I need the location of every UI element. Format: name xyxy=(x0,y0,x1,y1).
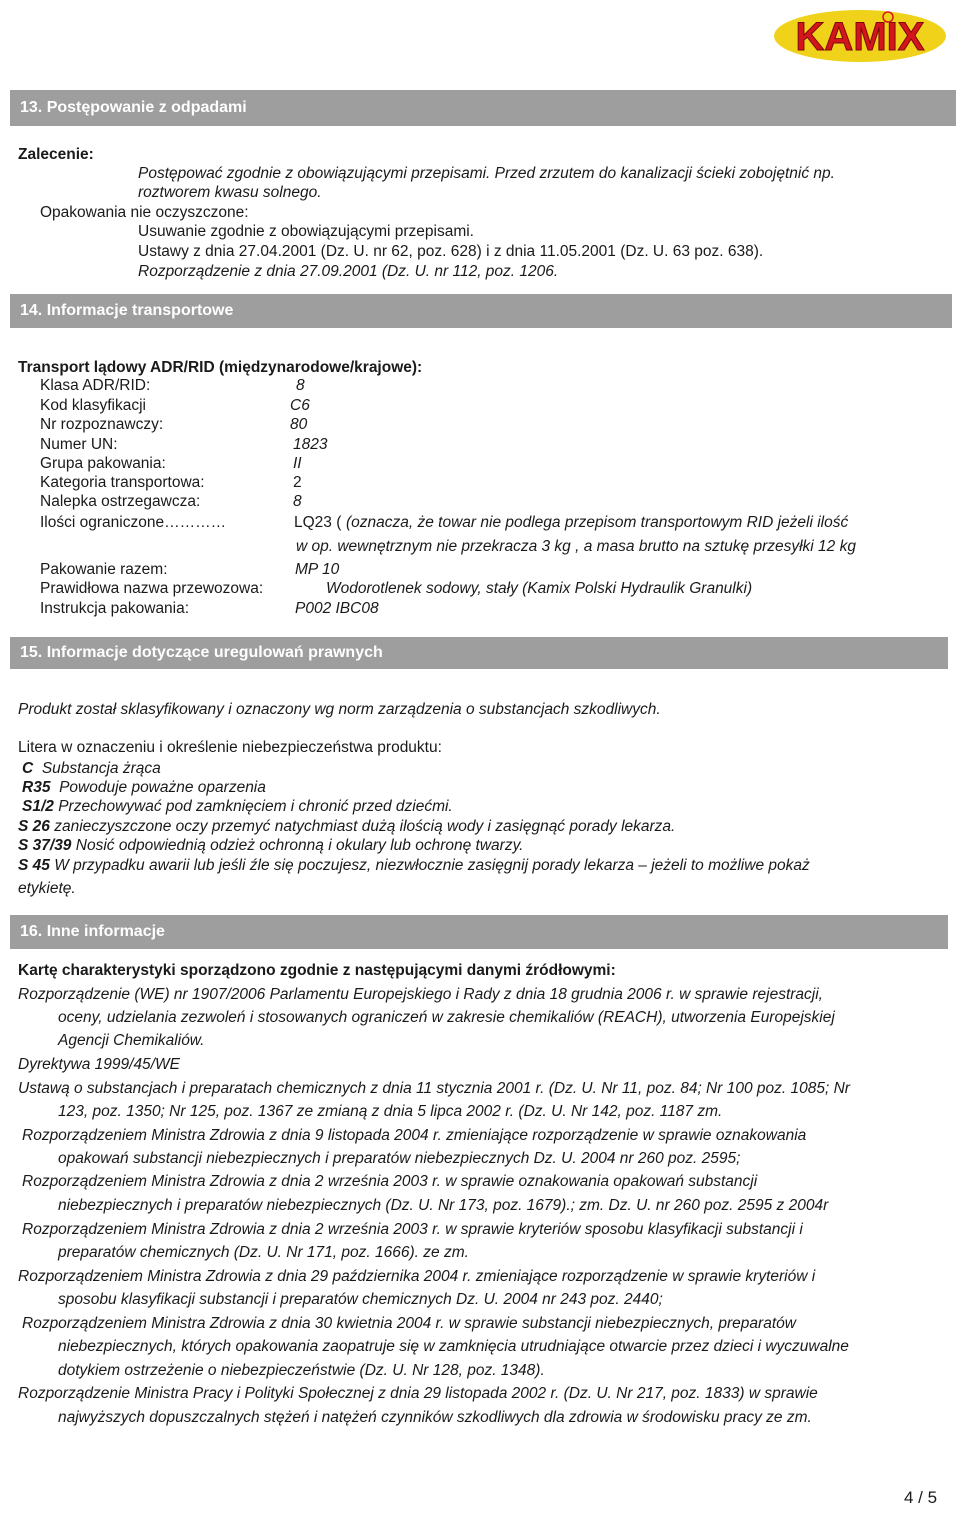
hazard-item xyxy=(22,797,453,817)
hazard-code: C xyxy=(22,760,34,777)
svg-text:KAMIX: KAMIX xyxy=(795,15,925,59)
ilosci-text-1: (oznacza, że towar nie podlega przepisom transportowym RID jeżeli ilość xyxy=(346,514,849,531)
source-line: Rozporządzenie (WE) nr 1907/2006 Parlamentu Europejskiego i Rady z dnia 18 grudnia 2006 r. w sprawie rejestracji, xyxy=(18,986,823,1003)
hazard-item xyxy=(18,817,675,837)
hazard-text: Powoduje poważne oparzenia xyxy=(59,779,266,796)
transport-row-value: 1823 xyxy=(293,436,328,453)
nazwa-value: Wodorotlenek sodowy, stały (Kamix Polski Hydraulik Granulki) xyxy=(326,580,753,597)
opakowania-line-1: Usuwanie zgodnie z obowiązującymi przepisami. xyxy=(138,223,474,240)
source-line: Rozporządzeniem Ministra Zdrowia z dnia 30 kwietnia 2004 r. w sprawie substancji niebezpiecznych, preparatów xyxy=(22,1315,796,1332)
kamix-logo xyxy=(770,4,950,66)
opakowania-line-3: Rozporządzenie z dnia 27.09.2001 (Dz. U. nr 112, poz. 1206. xyxy=(138,263,559,280)
zalecenie-line-1: Postępować zgodnie z obowiązującymi przepisami. Przed zrzutem do kanalizacji ścieki zobojętnić np. xyxy=(138,165,835,182)
source-line: Dyrektywa 1999/45/WE xyxy=(18,1056,180,1073)
hazard-item xyxy=(22,778,266,798)
hazard-code: S 45 xyxy=(18,857,50,874)
source-line: preparatów chemicznych (Dz. U. Nr 171, poz. 1666). ze zm. xyxy=(58,1244,469,1261)
source-line: Rozporządzenie Ministra Pracy i Polityki Społecznej z dnia 29 listopada 2002 r. (Dz. U. Nr 217, poz. 1833) w sprawie xyxy=(18,1385,818,1402)
source-line: Rozporządzeniem Ministra Zdrowia z dnia 29 października 2004 r. zmieniające rozporządzenie w sprawie kryteriów i xyxy=(18,1268,816,1285)
hazard-item xyxy=(18,836,524,856)
transport-row-value: 8 xyxy=(296,377,305,394)
transport-heading: Transport lądowy ADR/RID (międzynarodowe/krajowe): xyxy=(18,359,423,376)
hazard-item xyxy=(18,856,810,876)
source-line: oceny, udzielania zezwoleń i stosowanych ograniczeń w zakresie chemikaliów (REACH), utworzenia Europejskiej xyxy=(58,1009,835,1026)
source-line: 123, poz. 1350; Nr 125, poz. 1367 ze zmianą z dnia 5 lipca 2002 r. (Dz. U. Nr 142, poz. 1187 zm. xyxy=(58,1103,723,1120)
transport-row-label: Nalepka ostrzegawcza: xyxy=(40,493,201,510)
transport-row-label: Kategoria transportowa: xyxy=(40,474,205,491)
classification-intro: Produkt został sklasyfikowany i oznaczony wg norm zarządzenia o substancjach szkodliwych. xyxy=(18,701,661,718)
transport-row-value: 80 xyxy=(290,416,308,433)
hazard-code: R35 xyxy=(22,779,51,796)
source-line: Rozporządzeniem Ministra Zdrowia z dnia 2 września 2003 r. w sprawie oznakowania opakowań substancji xyxy=(22,1173,758,1190)
source-line: sposobu klasyfikacji substancji i preparatów chemicznych Dz. U. 2004 nr 243 poz. 2440; xyxy=(58,1291,663,1308)
ilosci-label: Ilości ograniczone………… xyxy=(40,514,227,531)
hazard-code: S 26 xyxy=(18,818,50,835)
source-line: dotykiem ostrzeżenie o niebezpieczeństwie (Dz. U. Nr 128, poz. 1348). xyxy=(58,1362,545,1379)
transport-row-label: Nr rozpoznawczy: xyxy=(40,416,164,433)
transport-row-value: C6 xyxy=(290,397,310,414)
source-line: niebezpiecznych, których opakowania zaopatruje się w zamknięcia utrudniające otwarcie przez dzieci i wyczuwalne xyxy=(58,1338,849,1355)
section-13-header: 13. Postępowanie z odpadami xyxy=(10,90,956,126)
transport-row-label: Kod klasyfikacji xyxy=(40,397,146,414)
section-14-header: 14. Informacje transportowe xyxy=(10,294,952,328)
opakowania-line-2: Ustawy z dnia 27.04.2001 (Dz. U. nr 62, poz. 628) i z dnia 11.05.2001 (Dz. U. 63 poz. 638). xyxy=(138,243,764,260)
source-line: Ustawą o substancjach i preparatach chemicznych z dnia 11 stycznia 2001 r. (Dz. U. Nr 11, poz. 84; Nr 100 poz. 1085; Nr xyxy=(18,1080,850,1097)
transport-row-label: Numer UN: xyxy=(40,436,118,453)
source-line: Rozporządzeniem Ministra Zdrowia z dnia 2 września 2003 r. w sprawie kryteriów sposobu klasyfikacji substancji i xyxy=(22,1221,803,1238)
source-line: Rozporządzeniem Ministra Zdrowia z dnia 9 listopada 2004 r. zmieniające rozporządzenie w sprawie oznakowania xyxy=(22,1127,807,1144)
ilosci-text-2: w op. wewnętrznym nie przekracza 3 kg , a masa brutto na sztukę przesyłki 12 kg xyxy=(296,538,856,555)
section-16-header: 16. Inne informacje xyxy=(10,915,948,949)
transport-row-value: 2 xyxy=(293,474,302,491)
transport-row-value: II xyxy=(293,455,302,472)
sources-heading: Kartę charakterystyki sporządzono zgodnie z następującymi danymi źródłowymi: xyxy=(18,962,616,979)
page-number: 4 / 5 xyxy=(904,1488,938,1507)
transport-row-label: Grupa pakowania: xyxy=(40,455,166,472)
nazwa-label: Prawidłowa nazwa przewozowa: xyxy=(40,580,264,597)
source-line: najwyższych dopuszczalnych stężeń i natężeń czynników szkodliwych dla zdrowia w środowisku pracy ze zm. xyxy=(58,1409,812,1426)
pakowanie-label: Pakowanie razem: xyxy=(40,561,168,578)
source-line: Agencji Chemikaliów. xyxy=(58,1032,205,1049)
hazard-letter-heading: Litera w oznaczeniu i określenie niebezpieczeństwa produktu: xyxy=(18,739,442,756)
ilosci-code: LQ23 ( xyxy=(294,514,342,531)
transport-row-value: 8 xyxy=(293,493,302,510)
opakowania-label: Opakowania nie oczyszczone: xyxy=(40,204,249,221)
source-line: niebezpiecznych i preparatów niebezpiecznych (Dz. U. Nr 173, poz. 1679).; zm. Dz. U. nr 260 poz. 2595 z 2004r xyxy=(58,1197,829,1214)
hazard-text: zanieczyszczone oczy przemyć natychmiast dużą ilością wody i zasięgnąć porady lekarza. xyxy=(54,818,676,835)
hazard-text: Nosić odpowiednią odzież ochronną i okulary lub ochronę twarzy. xyxy=(75,837,524,854)
source-line: opakowań substancji niebezpiecznych i preparatów niebezpiecznych Dz. U. 2004 nr 260 poz. 2595; xyxy=(58,1150,741,1167)
hazard-text: Przechowywać pod zamknięciem i chronić przed dziećmi. xyxy=(58,798,453,815)
pakowanie-value: MP 10 xyxy=(295,561,340,578)
hazard-code: S1/2 xyxy=(22,798,54,815)
instrukcja-label: Instrukcja pakowania: xyxy=(40,600,190,617)
zalecenie-label: Zalecenie: xyxy=(18,146,94,163)
section-15-header: 15. Informacje dotyczące uregulowań prawnych xyxy=(10,637,948,669)
zalecenie-line-2: roztworem kwasu solnego. xyxy=(138,184,322,201)
hazard-text: W przypadku awarii lub jeśli źle się poczujesz, niezwłocznie zasięgnij porady lekarza – jeżeli to możliwe pokaż xyxy=(54,857,810,874)
instrukcja-value: P002 IBC08 xyxy=(295,600,379,617)
hazard-code: S 37/39 xyxy=(18,837,72,854)
transport-row-label: Klasa ADR/RID: xyxy=(40,377,151,394)
hazard-item-cont: etykietę. xyxy=(18,880,76,897)
hazard-text: Substancja żrąca xyxy=(41,760,161,777)
hazard-item xyxy=(22,759,161,779)
